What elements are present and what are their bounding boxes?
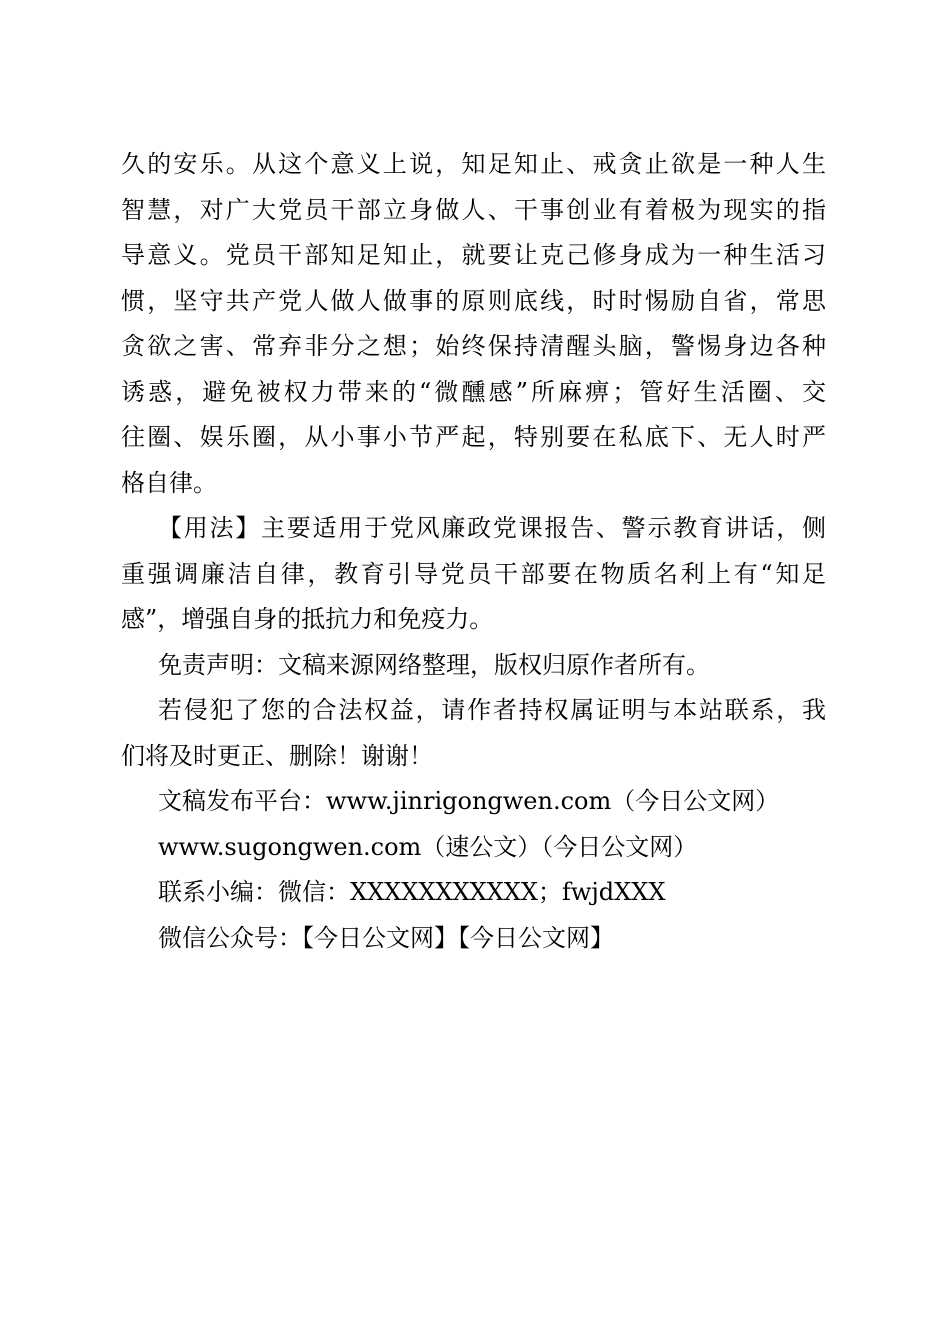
wechat-official-account <box>121 916 826 962</box>
alternate-site <box>121 825 826 871</box>
infringement-notice <box>121 688 826 779</box>
text-line: 格自律。 <box>121 468 217 497</box>
text-line: 微信公众号：【今日公文网】【今日公文网】 <box>158 923 614 952</box>
text-line: 感”，增强自身的抵抗力和免疫力。 <box>121 605 494 633</box>
text-line: 惯，坚守共产党人做人做事的原则底线，时时惕励自省，常思 <box>121 286 826 315</box>
text-line: 文稿发布平台：www.jinrigongwen.com（今日公文网） <box>158 787 780 815</box>
disclaimer <box>121 643 826 689</box>
text-line: 联系小编：微信：XXXXXXXXXXX；fwjdXXX <box>158 878 666 906</box>
text-line: 重强调廉洁自律，教育引导党员干部要在物质名利上有“知足 <box>121 559 826 588</box>
text-line: www.sugongwen.com（速公文）（今日公文网） <box>158 832 698 861</box>
text-line: 免责声明：文稿来源网络整理，版权归原作者所有。 <box>158 650 710 679</box>
contact-editor <box>121 870 826 916</box>
text-line: 往圈、娱乐圈，从小事小节严起，特别要在私底下、无人时严 <box>121 423 826 451</box>
text-line: 智慧，对广大党员干部立身做人、干事创业有着极为现实的指 <box>121 195 826 224</box>
text-line: 久的安乐。从这个意义上说，知足知止、戒贪止欲是一种人生 <box>121 150 826 178</box>
text-line: 诱惑，避免被权力带来的“微醺感”所麻痹；管好生活圈、交 <box>121 377 826 406</box>
text-line: 若侵犯了您的合法权益，请作者持权属证明与本站联系，我 <box>158 696 826 724</box>
publishing-platform <box>121 779 826 825</box>
paragraph-knowing-contentment <box>121 142 826 506</box>
text-line: 贪欲之害、常弃非分之想；始终保持清醒头脑，警惕身边各种 <box>121 332 826 360</box>
text-line: 导意义。党员干部知足知止，就要让克己修身成为一种生活习 <box>121 241 826 269</box>
paragraph-usage <box>121 506 826 643</box>
text-line: 【用法】主要适用于党风廉政党课报告、警示教育讲话，侧 <box>158 514 826 542</box>
document-body <box>121 142 826 961</box>
text-line: 们将及时更正、删除！谢谢！ <box>121 741 433 770</box>
